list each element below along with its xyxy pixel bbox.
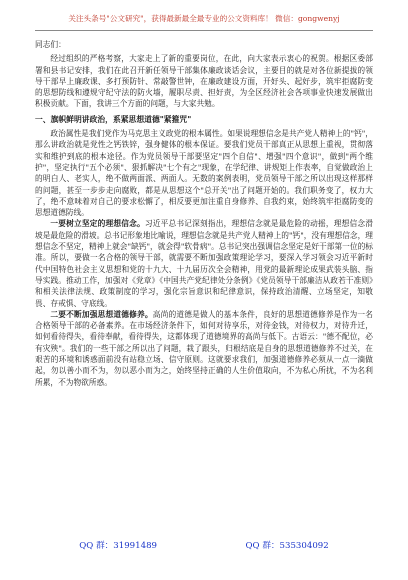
paragraph-lead: 二要不断加强思想道德修养。 xyxy=(50,309,153,319)
section-paragraph xyxy=(35,218,373,308)
greeting: 同志们： xyxy=(35,40,66,49)
paragraph-text: 习近平总书记深刻指出，理想信念就是最危险的动摇，理想信念滑坡是最危险的滑坡。总书记形象地比喻说，理想信念就是共产党人精神上的"钙"，没有理想信念，理想信念不坚定，精神上就会"缺钙"，就会得"软骨病"。总书记突出强调信念坚定是好干部第一位的标准。所以，要做一名合格的领导干部，就需要不断加强政策理论学习，要深入学习领会习近平新时代中国特色社会主义思想和党的十九大、十九届历次全会精神，用党的最新理论成果武装头脑、指导实践。推动工作，加强对《党章》《中国共产党纪律处分条例》《党员领导干部廉洁从政若干准则》和相关法律法规、政策制度的学习，强化宗旨意识和纪律意识，保持政治清醒、立场坚定，知敬畏、存戒惧、守底线。 xyxy=(35,219,373,308)
paragraph-lead: 一要树立坚定的理想信念。 xyxy=(50,219,145,229)
section-paragraph xyxy=(35,309,373,388)
footer xyxy=(35,540,373,552)
section-heading: 一、旗帜鲜明讲政治，系紧思想道德"紧箍咒" xyxy=(35,114,192,124)
header-banner: 关注头条号"公文研究"，获得最新最全最专业的公文资料库！ 微信：gongwenyj xyxy=(68,14,340,23)
document-body xyxy=(35,39,373,388)
paragraph-text: 高尚的道德是做人的基本条件，良好的思想道德修养是作为一名合格领导干部的必备素养。在市场经济条件下，如何对待享乐，对待金钱，对待权力，对待升迁，如何看待得失，看待奉献，看待得失，这都体现了道德境界的高尚与低下。古语云："德不配位，必有灾殃"。我们的一些干部之所以出了问题，栽了跟头，归根结底是自身的思想道德修养不过关，在艰苦的环境和诱惑面前没有站稳立场、信守原则。这就要求我们，加强道德修养必须从一点一滴做起，勿以善小而不为，勿以恶小而为之，始终坚持正确的人生价值取向，不为私心所扰，不为名利所累，不为物欲所惑。 xyxy=(35,309,373,387)
section-paragraph xyxy=(35,128,373,218)
footer-qq-group-2: QQ 群：535304092 xyxy=(245,541,329,551)
header-rule xyxy=(35,30,373,31)
paragraph-text: 政治属性是我们党作为马克思主义政党的根本属性。如果说理想信念是共产党人精神上的"钙"，那么讲政治就是党性之钙铁锌，强身健体的根本保证。要我们党员干部真正从思想上重视，贯彻落实和维护到底的根本途径。作为党员领导干部要坚定"四个自信"、增强"四个意识"，做到"两个维护"，坚定执行"五个必须"、狠抓解决"七个有之"现象，在学纪律、讲规矩上作表率，自觉做政治上的明白人、老实人，绝不做两面派、两面人。无数的案例表明，党员领导干部之所以出现这样那样的问题，甚至一步步走向腐败，都是从思想这个"总开关"出了问题开始的。我们职务变了，权力大了，绝不意味着对自己的要求松懈了，相反要更加注重自身修养、自我约束，始终筑牢拒腐防变的思想道德防线。 xyxy=(35,129,373,218)
intro-paragraph: 经过组织的严格考察，大家走上了新的重要岗位，在此，向大家表示衷心的祝贺。根据区委部署和县书记安排，我们在此召开新任领导干部集体廉政谈话会议，主要目的就是对各位新提拔的领导干部早上廉政课、多打预防针、常敲警世钟，在廉政建设方面，开好头、起好步，筑牢拒腐防变的思想防线和遵规守纪守法的防火墙，履职尽责、担好责，为全区经济社会各项事业快速发展做出积极贡献。下面，我讲三个方面的问题，与大家共勉。 xyxy=(35,54,373,109)
footer-qq-group-1: QQ 群：31991489 xyxy=(79,541,158,551)
